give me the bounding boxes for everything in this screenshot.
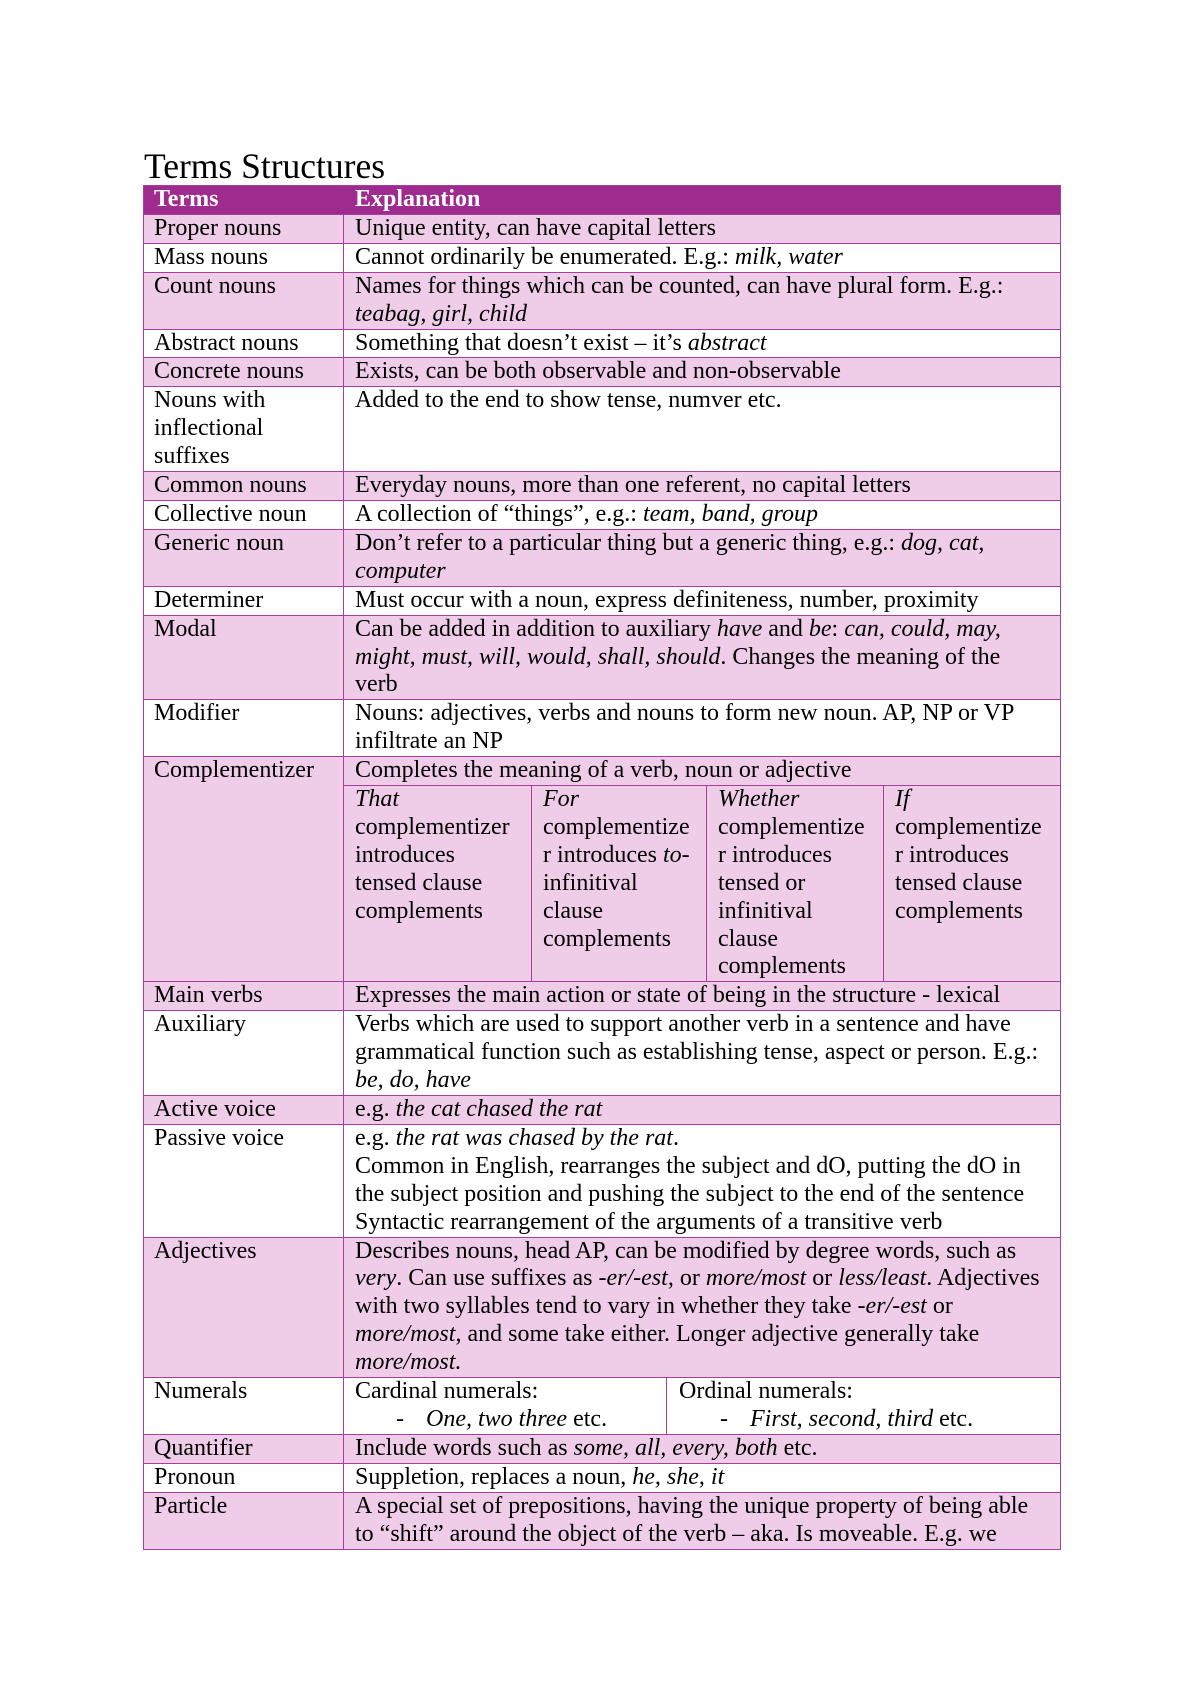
text-line [355,898,531,926]
term-label: Modifier [154,700,240,727]
text-line [355,1378,655,1406]
term-label: Auxiliary [154,1011,246,1038]
italic-text-run: If [895,786,910,813]
italic-text-run: -er/-est [857,1293,927,1320]
term-cell [144,1096,344,1124]
term-label: Common nouns [154,472,307,499]
term-label: Mass nouns [154,243,269,270]
complementizer-type [532,786,707,981]
text-run: etc. [933,1405,974,1432]
text-line [355,501,1049,529]
explanation-text [355,616,1049,700]
table-row [144,244,1060,273]
text-run: etc. [567,1405,608,1432]
term-label: Main verbs [154,982,263,1009]
text-line [718,953,883,981]
explanation-text [355,530,1049,586]
term-label: Adjectives [154,1237,257,1264]
explanation-text [355,330,1049,358]
table-body [144,215,1060,1549]
explanation-text [355,1238,1049,1378]
term-label: Concrete nouns [154,358,304,385]
explanation-cell [344,757,1060,981]
text-run: tensed clause [355,869,483,896]
table-row [144,330,1060,359]
text-line [355,1265,1049,1293]
explanation-text [355,472,1049,500]
numeral-column [667,1378,1060,1434]
explanation-cell [344,215,1060,243]
term-cell [144,1435,344,1463]
text-run: with two syllables tend to vary in whether they take [355,1293,858,1320]
explanation-text [355,1464,1049,1492]
table-row [144,1435,1060,1464]
term-label: Generic noun [154,529,284,556]
italic-text-run: team, band, group [642,500,819,527]
term-label: suffixes [154,443,230,470]
text-run: Expresses the main action or state of being in the structure - lexical [355,982,1001,1009]
text-line [543,842,706,870]
text-run: Something that doesn’t exist – it’s [355,329,688,356]
italic-text-run: computer [355,557,446,584]
term-label: Particle [154,1492,228,1519]
italic-text-run: can, could, may, [844,615,1001,642]
complementizer-type [344,786,532,981]
explanation-cell [344,1238,1060,1378]
explanation-text [355,273,1049,329]
text-run: complements [543,925,671,952]
table-row [144,587,1060,616]
explanation-cell [344,330,1060,358]
italic-text-run: less/least [838,1265,927,1292]
term-cell [144,1493,344,1549]
text-run: Nouns: adjectives, verbs and nouns to form new noun. AP, NP or VP [355,700,1015,727]
text-run: Include words such as [355,1434,574,1461]
text-line [543,814,706,842]
italic-text-run: be [808,615,832,642]
text-line [355,1349,1049,1377]
text-line [355,558,1049,586]
explanation-cell [344,1378,1060,1434]
numeral-column [344,1378,667,1434]
text-run: r introduces [895,841,1009,868]
list-item [679,1406,1049,1434]
explanation-text [355,244,1049,272]
text-run: complementizer [355,813,510,840]
text-run: grammatical function such as establishing tense, aspect or person. E.g.: [355,1039,1039,1066]
list-marker: - [396,1405,404,1432]
complementizer-type [707,786,884,981]
text-line [895,842,1060,870]
text-line [355,1464,1049,1492]
explanation-text [355,501,1049,529]
text-line [355,1125,1049,1153]
text-line [679,1378,1049,1406]
table-row [144,1238,1060,1379]
explanation-cell [344,1435,1060,1463]
term-cell [144,358,344,386]
explanation-cell [344,273,1060,329]
text-line [355,587,1049,615]
term-cell [144,387,344,471]
explanation-cell [344,616,1060,700]
terms-table [143,185,1061,1550]
text-run: tensed clause [895,869,1023,896]
table-row [144,530,1060,587]
explanation-cell [344,1493,1060,1549]
text-line [355,387,1049,415]
explanation-cell [344,1011,1060,1095]
text-run: e.g. [355,1124,396,1151]
text-line [895,786,1060,814]
text-run: verb [355,671,398,698]
term-cell [144,1125,344,1237]
italic-text-run: teabag, girl, child [355,300,527,327]
text-line [718,926,883,954]
explanation-cell [344,1125,1060,1237]
term-cell [144,1378,344,1434]
text-line [895,870,1060,898]
header-terms: Terms [144,186,344,214]
text-line [355,1238,1049,1266]
term-label: Modal [154,615,217,642]
text-line [355,1039,1049,1067]
table-row [144,1096,1060,1125]
text-run: Everyday nouns, more than one referent, no capital letters [355,472,911,499]
italic-text-run: milk, water [734,243,843,270]
text-run: to “shift” around the object of the verb – aka. Is moveable. E.g. we [355,1520,997,1547]
text-line [355,273,1049,301]
text-run: Ordinal numerals: [679,1378,853,1405]
text-line [543,786,706,814]
text-line [355,215,1049,243]
table-row [144,387,1060,472]
text-line [355,757,1049,785]
text-line [355,786,531,814]
text-line [355,842,531,870]
text-run: tensed or [718,869,806,896]
explanation-text [355,700,1049,756]
italic-text-run: have [716,615,763,642]
explanation-cell [344,501,1060,529]
explanation-text [355,1011,1049,1095]
text-run: . Adjectives [926,1265,1040,1292]
list-marker: - [720,1405,728,1432]
term-cell [144,757,344,981]
text-run: etc. [777,1434,818,1461]
term-label: Numerals [154,1378,248,1405]
text-run: clause [718,925,778,952]
text-line [543,898,706,926]
term-label: Active voice [154,1096,276,1122]
italic-text-run: more/most. [355,1349,462,1376]
table-row [144,1378,1060,1435]
text-run: Verbs which are used to support another verb in a sentence and have [355,1011,1011,1038]
explanation-text [355,587,1049,615]
text-run: and [762,615,809,642]
text-run: , or [667,1265,706,1292]
text-run: r introduces [543,841,663,868]
text-run: . Changes the meaning of the [720,643,1001,670]
italic-text-run: Whether [718,786,800,813]
explanation-cell [344,387,1060,471]
text-line [355,616,1049,644]
italic-text-run: more/most [705,1265,807,1292]
term-label: Passive voice [154,1124,284,1151]
term-cell [144,1464,344,1492]
text-run: or [926,1293,953,1320]
text-line [355,358,1049,386]
text-line [355,870,531,898]
text-run: Describes nouns, head AP, can be modified by degree words, such as [355,1237,1017,1264]
explanation-text [355,215,1049,243]
text-line [355,1153,1049,1181]
text-run: infinitival [718,897,813,924]
text-run: Names for things which can be counted, can have plural form. E.g.: [355,272,1004,299]
text-line [355,1096,1049,1124]
italic-text-run: some, all, every, both [573,1434,778,1461]
text-line [355,728,1049,756]
text-line [543,870,706,898]
text-line [355,1321,1049,1349]
text-line [355,1011,1049,1039]
explanation-text [355,1493,1049,1549]
table-row [144,215,1060,244]
text-run: infinitival [543,869,638,896]
term-label: Pronoun [154,1463,236,1490]
term-label: Determiner [154,586,264,613]
text-run: complements [718,953,846,980]
text-run: Cannot ordinarily be enumerated. E.g.: [355,243,735,270]
table-row [144,700,1060,757]
table-row [144,273,1060,330]
italic-text-run: -er/-est [598,1265,668,1292]
term-cell [144,273,344,329]
text-run: Unique entity, can have capital letters [355,214,716,241]
table-row [144,501,1060,530]
text-run: Added to the end to show tense, numver etc. [355,387,782,414]
explanation-cell [344,358,1060,386]
text-line [355,982,1049,1010]
text-run: complementize [895,813,1042,840]
explanation-cell [344,1096,1060,1124]
term-label: Count nouns [154,272,277,299]
explanation-cell [344,472,1060,500]
table-row [144,358,1060,387]
list-item [355,1406,655,1434]
text-line [718,870,883,898]
text-run: Common in English, rearranges the subject and dO, putting the dO in [355,1152,1021,1179]
explanation-cell [344,700,1060,756]
text-run: Suppletion, replaces a noun, [355,1463,633,1490]
explanation-text [355,1435,1049,1463]
text-line [895,898,1060,926]
term-cell [144,215,344,243]
table-row [144,1125,1060,1238]
explanation-text [355,387,1049,415]
italic-text-run: dog, cat, [901,529,985,556]
text-run: Exists, can be both observable and non-observable [355,358,841,385]
text-run: Completes the meaning of a verb, noun or adjective [355,757,852,784]
text-run: . Can use suffixes as [396,1265,599,1292]
table-row [144,1011,1060,1096]
text-run: . [672,1124,679,1151]
text-line [355,1293,1049,1321]
term-label: Complementizer [154,757,314,784]
text-line [355,700,1049,728]
table-row [144,472,1060,501]
text-run: : [831,615,845,642]
italic-text-run: be, do, have [355,1067,471,1094]
text-run: A special set of prepositions, having the unique property of being able [355,1492,1029,1519]
text-line [355,1493,1049,1521]
term-cell [144,501,344,529]
text-line [355,530,1049,558]
term-cell [144,587,344,615]
text-run: the subject position and pushing the subject to the end of the sentence [355,1180,1025,1207]
text-run: Cardinal numerals: [355,1378,539,1405]
header-explanation: Explanation [355,186,481,212]
term-label: Proper nouns [154,214,282,241]
text-line [355,330,1049,358]
text-run: Can be added in addition to auxiliary [355,615,717,642]
term-cell [144,1011,344,1095]
table-row [144,616,1060,701]
term-cell [144,530,344,586]
italic-text-run: First, second, third [750,1405,934,1432]
explanation-text [355,1125,1049,1237]
italic-text-run: he, she, it [632,1463,725,1490]
text-run: Syntactic rearrangement of the arguments of a transitive verb [355,1208,943,1235]
text-run: e.g. [355,1096,396,1122]
text-line [355,671,1049,699]
complementizer-type [884,786,1060,981]
term-cell [144,330,344,358]
italic-text-run: That [355,786,400,813]
text-run: A collection of “things”, e.g.: [355,500,643,527]
text-line [355,644,1049,672]
table-row [144,1493,1060,1549]
text-line [355,1181,1049,1209]
complementizer-types [344,786,1060,981]
term-label: Quantifier [154,1434,253,1461]
text-line [355,244,1049,272]
text-run: complementize [543,813,690,840]
text-line [355,1067,1049,1095]
table-header-row [144,186,1060,215]
explanation-text [355,982,1049,1010]
text-run: infiltrate an NP [355,728,503,755]
explanation-cell [344,982,1060,1010]
term-cell [144,700,344,756]
page-title: Terms Structures [144,146,386,186]
text-line [355,301,1049,329]
text-run: complements [355,897,483,924]
term-label: inflectional [154,415,264,442]
text-line [718,842,883,870]
italic-text-run: One, two three [426,1405,568,1432]
italic-text-run: For [543,786,579,813]
text-run: Don’t refer to a particular thing but a generic thing, e.g.: [355,529,902,556]
term-cell [144,616,344,700]
text-run: complements [895,897,1023,924]
explanation-text [355,358,1049,386]
text-line [718,786,883,814]
italic-text-run: the cat chased the rat [395,1096,603,1122]
text-run: , and some take either. Longer adjective generally take [455,1321,980,1348]
table-row [144,982,1060,1011]
text-run: complementize [718,813,865,840]
term-label: Nouns with [154,387,266,414]
italic-text-run: more/most [355,1321,456,1348]
explanation-text [344,757,1060,786]
text-line [543,926,706,954]
term-cell [144,472,344,500]
text-run: clause [543,897,603,924]
table-row [144,757,1060,982]
text-line [895,814,1060,842]
explanation-cell [344,587,1060,615]
text-line [355,1209,1049,1237]
italic-text-run: the rat was chased by the rat [395,1124,673,1151]
text-line [718,898,883,926]
term-label: Collective noun [154,500,307,527]
text-line [718,814,883,842]
italic-text-run: might, must, will, would, shall, should [355,643,721,670]
term-label: Abstract nouns [154,329,299,356]
explanation-text [355,1096,1049,1124]
text-run: or [806,1265,839,1292]
text-line [355,1435,1049,1463]
italic-text-run: abstract [687,329,767,356]
table-row [144,1464,1060,1493]
text-line [355,472,1049,500]
text-run: r introduces [718,841,832,868]
explanation-cell [344,530,1060,586]
text-line [355,814,531,842]
text-run: Must occur with a noun, express definiteness, number, proximity [355,586,979,613]
explanation-cell [344,1464,1060,1492]
italic-text-run: to- [662,841,690,868]
explanation-cell [344,244,1060,272]
term-cell [144,982,344,1010]
italic-text-run: very [355,1265,397,1292]
text-line [355,1521,1049,1549]
term-cell [144,1238,344,1378]
text-run: introduces [355,841,455,868]
term-cell [144,244,344,272]
